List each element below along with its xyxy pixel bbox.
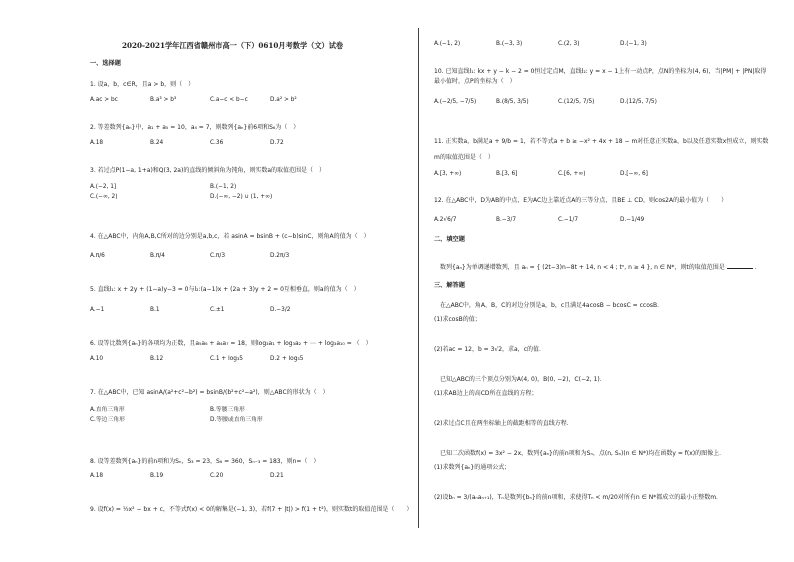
fill-question <box>440 262 761 272</box>
q11-stem-line2: m的取值范围是（ ） <box>434 154 494 161</box>
q7-option-d: D.等腰或直角三角形 <box>210 417 263 423</box>
q8-stem: 8. 设等差数列{aₙ}的前n项和为Sₙ，S₃ = 23，S₆ = 360，Sₙ₋₃ = 183，则n=（ ） <box>90 458 320 465</box>
q6-option-b: B.12 <box>150 356 164 362</box>
q10-stem-line1: 10. 已知直线l₁: kx + y − k − 2 = 0恒过定点M，直线l₂: y = x − 1上有一动点P，点N的坐标为(4, 6)，当|PM| + |PN|取得 <box>434 68 767 75</box>
q8-option-d: D.21 <box>270 473 284 479</box>
solve2-part1: (1)求AB边上的高CD所在直线的方程； <box>434 390 538 397</box>
q3-option-c: C.(−∞, 2) <box>90 194 118 200</box>
q7-option-c: C.等边三角形 <box>90 417 125 423</box>
left-column <box>80 0 413 562</box>
q1-stem: 1. 设a，b，c∈R，且a > b，则（ ） <box>90 81 195 88</box>
q5-option-a: A.−1 <box>90 307 105 313</box>
solve1-stem: 在△ABC中，角A，B，C的对边分别是a，b，c且满足4acosB − bcosC = ccosB． <box>440 302 664 309</box>
q10-option-d: D.(12/5, 7/5) <box>620 99 657 105</box>
q4-option-c: C.π/3 <box>210 253 226 259</box>
q9-option-d: D.(−1, 3) <box>620 41 647 47</box>
q6-option-d: D.2 + log₃5 <box>270 356 304 362</box>
q1-option-c: C.a−c < b−c <box>210 97 248 103</box>
q4-option-d: D.2π/3 <box>270 253 290 259</box>
q2-stem: 2. 等差数列{aₙ}中，a₁ + a₅ = 10，a₄ = 7，则数列{aₙ}前6项和S₆为（ ） <box>90 124 300 131</box>
q12-option-c: C.−1/7 <box>558 217 579 223</box>
q8-option-b: B.19 <box>150 473 164 479</box>
q9-option-a: A.(−1, 2) <box>434 41 461 47</box>
q11-option-c: C.[6, +∞) <box>558 171 586 177</box>
solve3-part1: (1)求数列{aₙ}的通项公式； <box>434 464 511 471</box>
exam-title: 2020-2021学年江西省赣州市高一（下）0610月考数学（文）试卷 <box>122 41 344 50</box>
q10-stem-line2: 最小值时，点P的坐标为（ ） <box>434 78 516 85</box>
solve1-part2: (2)若ac = 12，b = 3√2，求a，c的值． <box>434 346 546 353</box>
q6-option-a: A.10 <box>90 356 104 362</box>
q1-option-a: A.ac > bc <box>90 97 118 103</box>
section-choice-heading: 一、选择题 <box>90 60 121 67</box>
q2-option-d: D.72 <box>270 140 284 146</box>
fill-question-end: ． <box>754 264 761 271</box>
q11-stem-line1: 11. 正实数a，b满足a + 9/b = 1，若不等式a + b ≥ −x² + 4x + 18 − m对任意正实数a，b以及任意实数x恒成立，则实数 <box>434 138 769 145</box>
q7-option-a: A.直角三角形 <box>90 407 125 413</box>
q9-stem: 9. 设f(x) = ½x² − bx + c，不等式f(x) < 0的解集是(−1, 3)，若f(7 + |t|) > f(1 + t²)，则实数t的取值范围是（ ） <box>90 506 413 513</box>
section-solve-heading: 三、解答题 <box>434 282 465 289</box>
q1-option-d: D.a² > b² <box>270 97 297 103</box>
q12-option-d: D.−1/49 <box>620 217 645 223</box>
q7-option-b: B.等腰三角形 <box>210 407 245 413</box>
q4-option-a: A.π/6 <box>90 253 105 259</box>
q12-option-b: B.−3/7 <box>496 217 517 223</box>
q10-option-b: B.(8/5, 3/5) <box>496 99 529 105</box>
q11-option-b: B.[3, 6] <box>496 171 518 177</box>
column-divider <box>418 28 419 528</box>
q5-option-c: C.±1 <box>210 307 225 313</box>
q6-stem: 6. 设等比数列{aₙ}的各项均为正数，且a₅a₆ + a₄a₇ = 18，则log₃a₁ + log₃a₂ + ⋯ + log₃a₁₀ = （ ） <box>90 340 372 347</box>
q10-option-c: C.(12/5, 7/5) <box>558 99 595 105</box>
fill-question-text: 数列{aₙ}为单调递增数列，且 aₙ = { (2t−3)n−8t + 14, n < 4 ; tⁿ, n ≥ 4 }, n ∈ N*，则t的取值范围是 <box>440 264 725 271</box>
q5-option-d: D.−3/2 <box>270 307 291 313</box>
solve2-part2: (2)求过点C且在两坐标轴上的截距相等的直线方程． <box>434 420 573 427</box>
right-column <box>428 0 768 562</box>
q5-option-b: B.1 <box>150 307 160 313</box>
solve1-part1: (1)求cosB的值； <box>434 316 481 323</box>
q3-option-d: D.(−∞, −2) ∪ (1, +∞) <box>210 194 273 200</box>
q4-stem: 4. 在△ABC中，内角A,B,C所对的边分别是a,b,c，若 asinA = bsinB + (c−b)sinC，则角A的值为（ ） <box>90 233 370 240</box>
q3-stem: 3. 若过点P(1−a, 1+a)和Q(3, 2a)的直线的倾斜角为钝角，则实数a的取值范围是（ ） <box>90 167 325 174</box>
q1-option-b: B.a³ > b³ <box>150 97 177 103</box>
q12-option-a: A.2√6/7 <box>434 217 457 223</box>
q3-option-b: B.(−1, 2) <box>210 184 237 190</box>
q11-option-d: D.[−∞, 6] <box>620 171 648 177</box>
answer-blank <box>727 262 753 269</box>
q12-stem: 12. 在△ABC中，D为AB的中点，E为AC边上靠近点A的三等分点，且BE ⊥ CD，则cos2A的最小值为（ ） <box>434 197 728 204</box>
q9-option-c: C.(2, 3) <box>558 41 580 47</box>
solve2-stem: 已知△ABC的三个顶点分别为A(4, 0)，B(0, −2)，C(−2, 1)． <box>440 376 606 383</box>
solve3-stem: 已知二次函数f(x) = 3x² − 2x，数列{aₙ}的前n项和为Sₙ，点(n, Sₙ)(n ∈ N*)均在函数y = f(x)的图像上． <box>440 450 726 457</box>
q10-option-a: A.(−2/5, −7/5) <box>434 99 477 105</box>
q2-option-b: B.24 <box>150 140 164 146</box>
q7-stem: 7. 在△ABC中，已知 asinA/(a²+c²−b²) = bsinB/(b²+c²−a²)，则△ABC的形状为（ ） <box>90 389 329 396</box>
q8-option-c: C.20 <box>210 473 224 479</box>
q2-option-a: A.18 <box>90 140 104 146</box>
q2-option-c: C.36 <box>210 140 224 146</box>
q9-option-b: B.(−3, 3) <box>496 41 523 47</box>
q8-option-a: A.18 <box>90 473 104 479</box>
q6-option-c: C.1 + log₃5 <box>210 356 243 362</box>
solve3-part2: (2)设bₙ = 3/(aₙaₙ₊₁)，Tₙ是数列{bₙ}的前n项和，求使得Tₙ < m/20对所有n ∈ N*都成立的最小正整数m． <box>434 494 723 501</box>
q11-option-a: A.[3, +∞) <box>434 171 462 177</box>
q5-stem: 5. 直线l₁: x + 2y + (1−a)y−3 = 0与l₂:(a−1)x + (2a + 3)y + 2 = 0互相垂直，则a的值为（ ） <box>90 286 360 293</box>
section-fill-heading: 二、填空题 <box>434 236 465 243</box>
q3-option-a: A.(−2, 1] <box>90 184 117 190</box>
q4-option-b: B.π/4 <box>150 253 165 259</box>
